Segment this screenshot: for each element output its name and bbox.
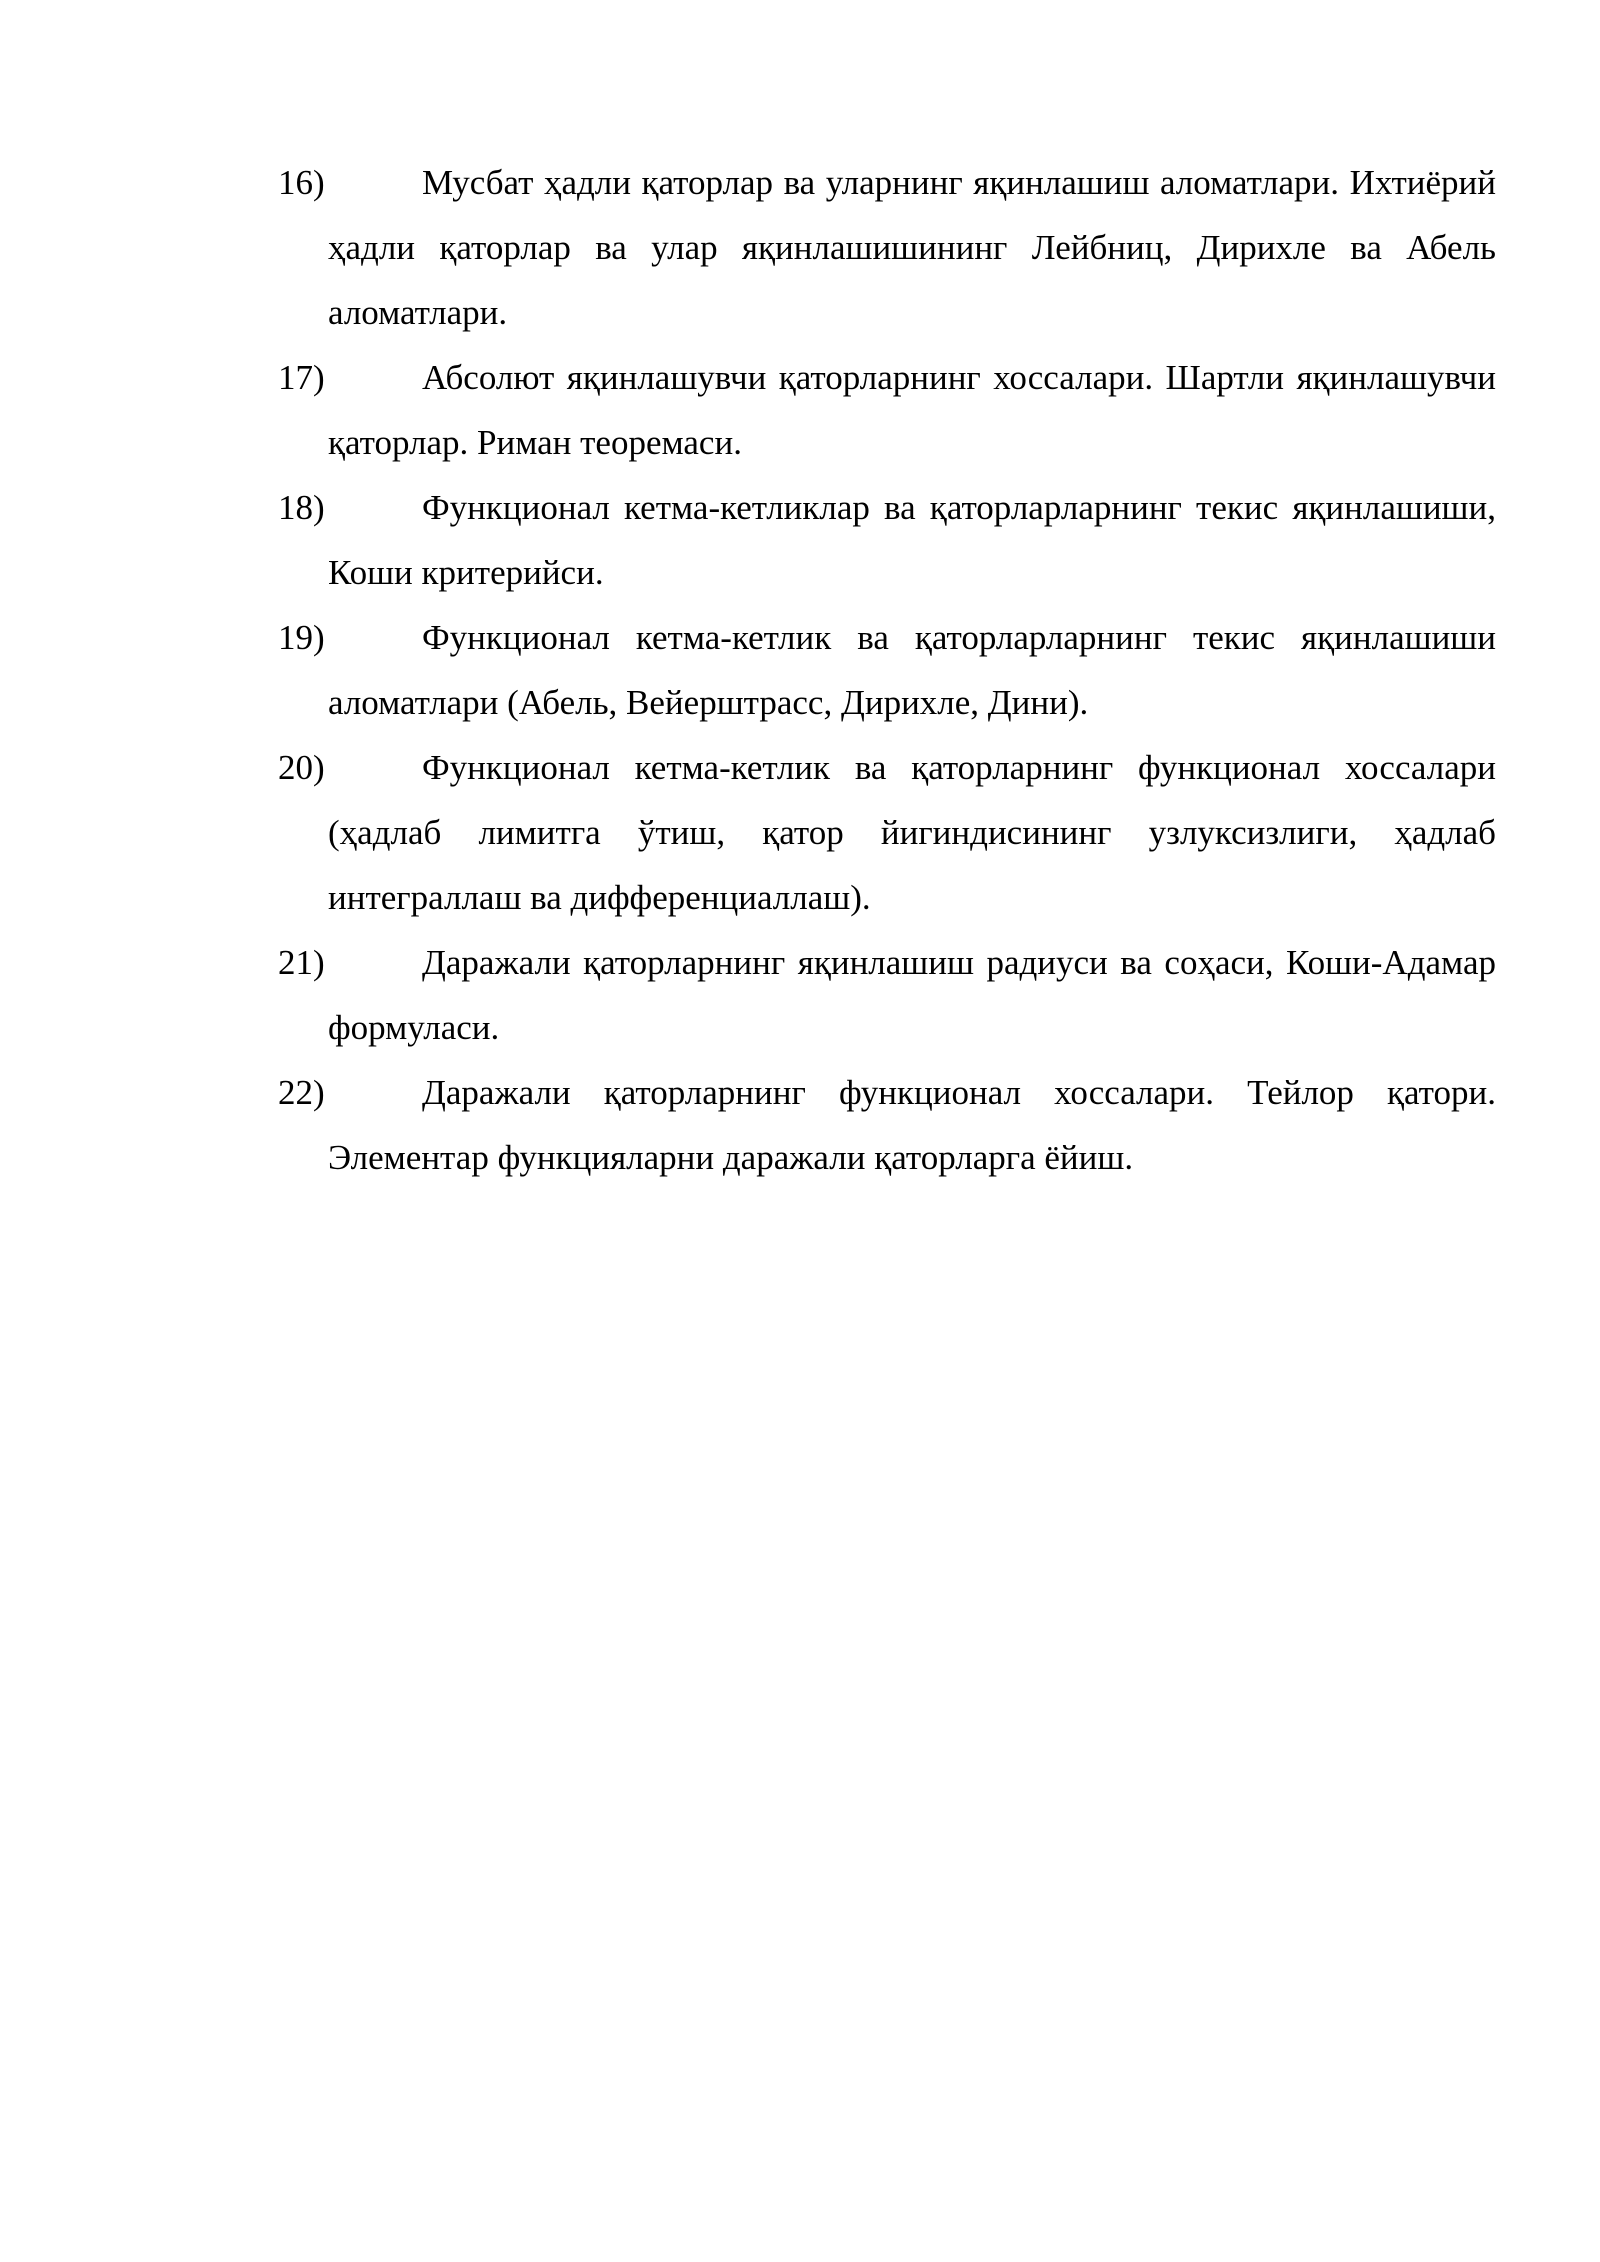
list-item-number: 19) (278, 618, 325, 657)
numbered-list (278, 150, 1496, 1190)
list-item-number: 21) (278, 943, 325, 982)
list-item-text: Абсолют яқинлашувчи қаторларнинг хоссалари. Шартли яқинлашувчи қаторлар. Риман теоремаси. (328, 358, 1496, 462)
list-item (278, 605, 1496, 735)
list-item (278, 735, 1496, 930)
list-item-text: Даражали қаторларнинг яқинлашиш радиуси ва соҳаси, Коши-Адамар формуласи. (328, 943, 1496, 1047)
list-item-number: 17) (278, 358, 325, 397)
list-item-number: 16) (278, 163, 325, 202)
list-item-text: Даражали қаторларнинг функционал хоссалари. Тейлор қатори. Элементар функцияларни даражали қаторларга ёйиш. (328, 1073, 1496, 1177)
list-item-text: Мусбат ҳадли қаторлар ва уларнинг яқинлашиш аломатлари. Ихтиёрий ҳадли қаторлар ва улар яқинлашишининг Лейбниц, Дирихле ва Абель аломатлари. (328, 163, 1496, 332)
list-item (278, 930, 1496, 1060)
list-item (278, 475, 1496, 605)
list-item (278, 1060, 1496, 1190)
list-item-text: Функционал кетма-кетлик ва қаторларларнинг текис яқинлашиши аломатлари (Абель, Вейерштрасс, Дирихле, Дини). (328, 618, 1496, 722)
list-item-number: 18) (278, 488, 325, 527)
list-item-text: Функционал кетма-кетликлар ва қаторларларнинг текис яқинлашиши, Коши критерийси. (328, 488, 1496, 592)
list-item-text: Функционал кетма-кетлик ва қаторларнинг функционал хоссалари (ҳадлаб лимитга ўтиш, қатор йигиндисининг узлуксизлиги, ҳадлаб интеграллаш ва дифференциаллаш). (328, 748, 1496, 917)
list-item (278, 345, 1496, 475)
list-item-number: 22) (278, 1073, 325, 1112)
list-item (278, 150, 1496, 345)
list-item-number: 20) (278, 748, 325, 787)
